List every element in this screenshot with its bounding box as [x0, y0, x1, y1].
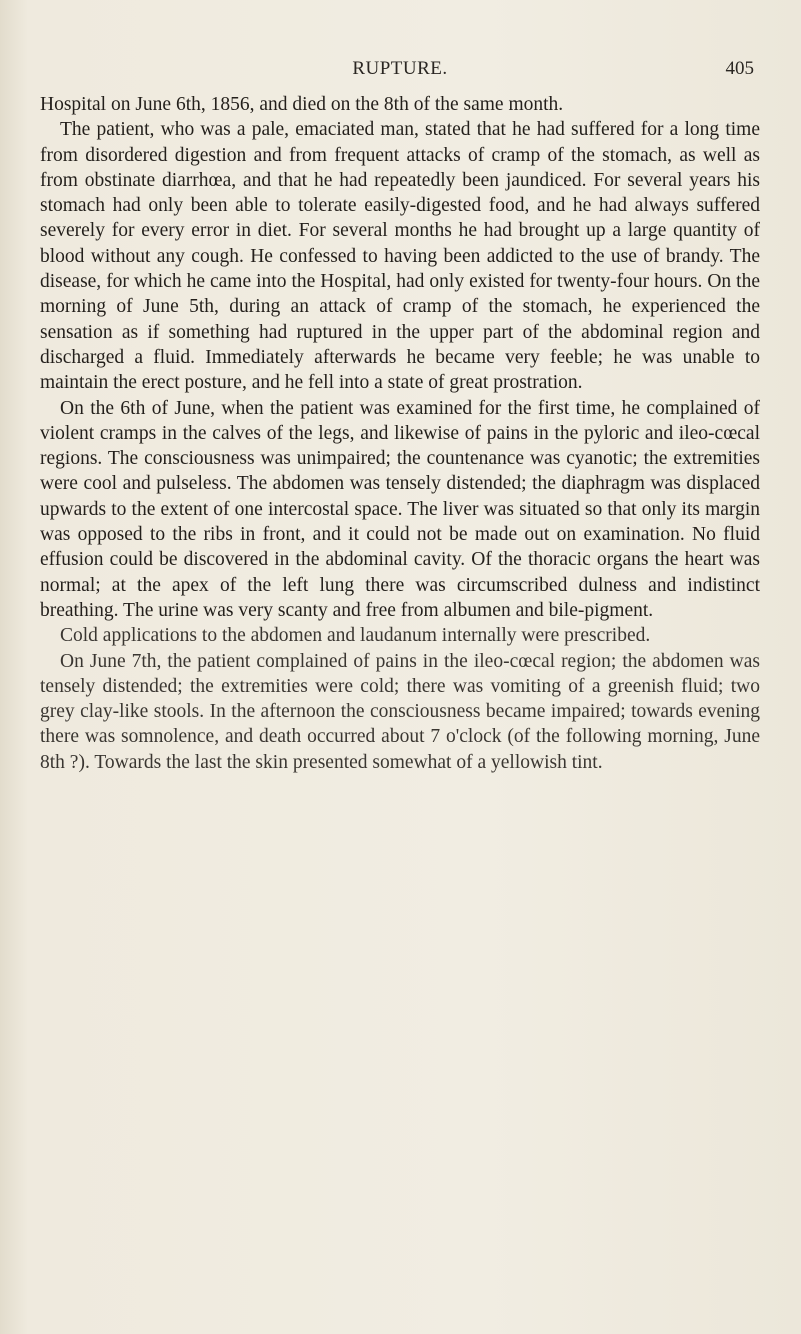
running-head: RUPTURE.	[352, 58, 448, 79]
page-header	[40, 58, 760, 84]
paragraph-treatment: Cold applications to the abdomen and laudanum internally were prescribed.	[60, 625, 651, 647]
paragraph-continuation: Hospital on June 6th, 1856, and died on the 8th of the same month.	[40, 94, 564, 115]
page-number: 405	[725, 58, 754, 79]
paragraph-examination: On the 6th of June, when the patient was examined for the first time, he complained of violent cramps in the calves of the legs, and likewise of pains in the pyloric and ileo-cœcal regions. The consciousness was unimpaired; the countenance was cyanotic; the extremities were cool and pulseless. The abdomen was tensely distended; the diaphragm was displaced upwards to the extent of one intercostal space. The liver was situated so that only its margin was opposed to the ribs in front, and it could not be made out on examination. No fluid effusion could be discovered in the abdominal cavity. Of the thoracic organs the heart was normal; at the apex of the left lung there was circumscribed dulness and indistinct breathing. The urine was very scanty and free from albumen and bile-pigment.	[40, 397, 760, 621]
paragraph-patient-history: The patient, who was a pale, emaciated man, stated that he had suffered for a long time from disordered digestion and from frequent attacks of cramp of the stomach, as well as from obstinate diarrhœa, and that he had repeatedly been jaundiced. For several years his stomach had only been able to tolerate easily-digested food, and he had always suffered severely for every error in diet. For several months he had brought up a large quantity of blood without any cough. He confessed to having been addicted to the use of brandy. The disease, for which he came into the Hospital, had only existed for twenty-four hours. On the morning of June 5th, during an attack of cramp of the stomach, he experienced the sensation as if something had ruptured in the upper part of the abdominal region and discharged a fluid. Immediately afterwards he became very feeble; he was unable to maintain the erect posture, and he fell into a state of great prostration.	[40, 119, 760, 394]
paragraph-death: On June 7th, the patient complained of pains in the ileo-cœcal region; the abdomen was tensely distended; the extremities were cold; there was vomiting of a greenish fluid; two grey clay-like stools. In the afternoon the consciousness became impaired; towards evening there was somnolence, and death occurred about 7 o'clock (of the following morning, June 8th ?). Towards the last the skin presented somewhat of a yellowish tint.	[40, 650, 760, 773]
body-text	[40, 92, 760, 775]
